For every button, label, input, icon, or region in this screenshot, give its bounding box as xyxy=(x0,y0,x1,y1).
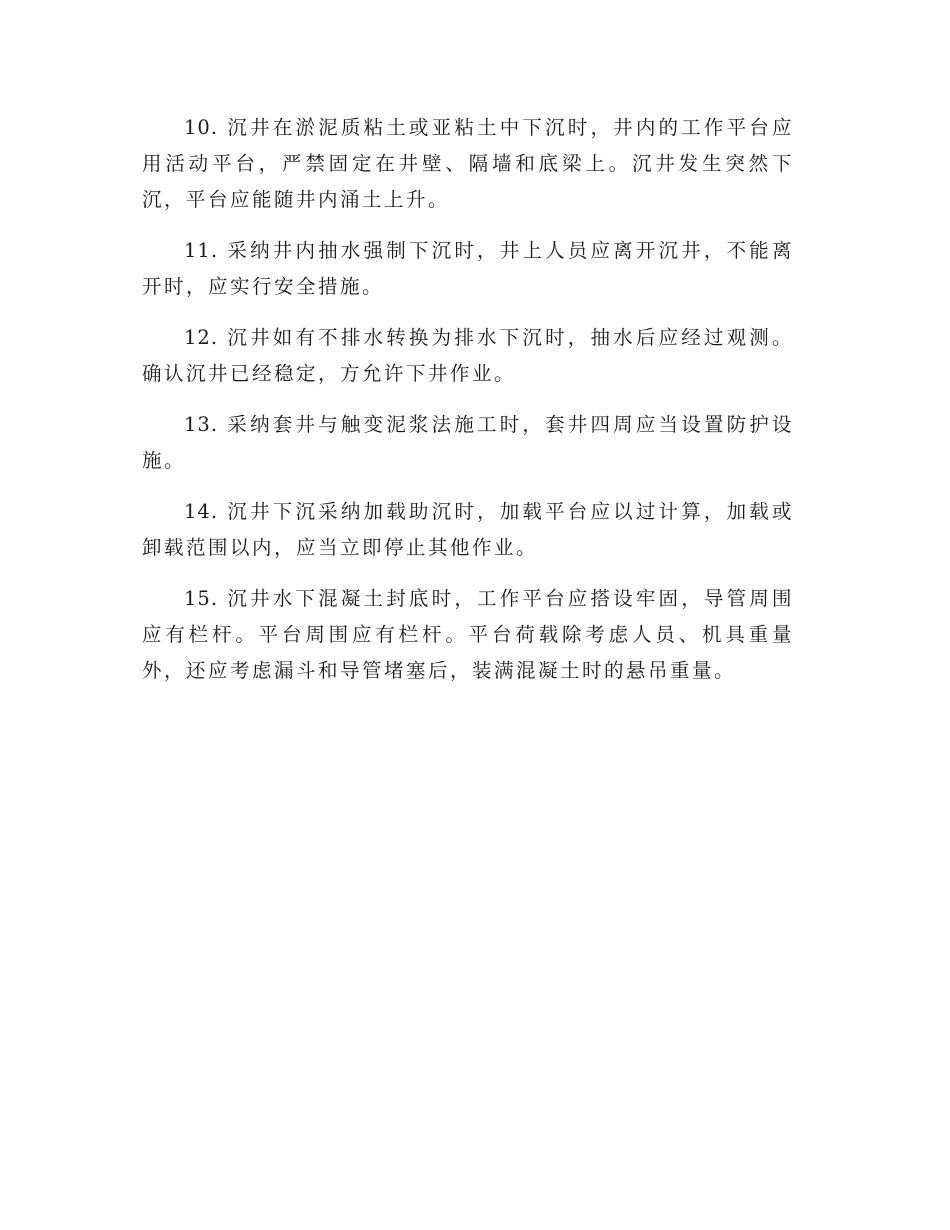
paragraph-text: 沉井下沉采纳加载助沉时，加载平台应以过计算，加载或卸载范围以内，应当立即停止其他作业。 xyxy=(142,500,794,559)
paragraph-number: 13. xyxy=(184,413,219,436)
paragraph-14 xyxy=(142,494,794,566)
paragraph-text: 采纳套井与触变泥浆法施工时，套井四周应当设置防护设施。 xyxy=(142,413,794,472)
paragraph-text: 采纳井内抽水强制下沉时，井上人员应离开沉井，不能离开时，应实行安全措施。 xyxy=(142,239,794,298)
paragraph-number: 12. xyxy=(184,326,219,349)
paragraph-10 xyxy=(142,110,794,218)
paragraph-13 xyxy=(142,407,794,479)
paragraph-text: 沉井如有不排水转换为排水下沉时，抽水后应经过观测。确认沉井已经稳定，方允许下井作业。 xyxy=(142,326,794,385)
paragraph-number: 11. xyxy=(184,239,219,262)
paragraph-text: 沉井在淤泥质粘土或亚粘土中下沉时，井内的工作平台应用活动平台，严禁固定在井壁、隔墙和底梁上。沉井发生突然下沉，平台应能随井内涌土上升。 xyxy=(142,116,794,211)
paragraph-15 xyxy=(142,581,794,689)
paragraph-text: 沉井水下混凝土封底时，工作平台应搭设牢固，导管周围应有栏杆。平台周围应有栏杆。平台荷载除考虑人员、机具重量外，还应考虑漏斗和导管堵塞后，装满混凝土时的悬吊重量。 xyxy=(142,587,794,682)
document-page xyxy=(142,110,794,704)
paragraph-number: 15. xyxy=(184,587,219,610)
paragraph-12 xyxy=(142,320,794,392)
paragraph-11 xyxy=(142,233,794,305)
paragraph-number: 10. xyxy=(184,116,219,139)
paragraph-number: 14. xyxy=(184,500,219,523)
